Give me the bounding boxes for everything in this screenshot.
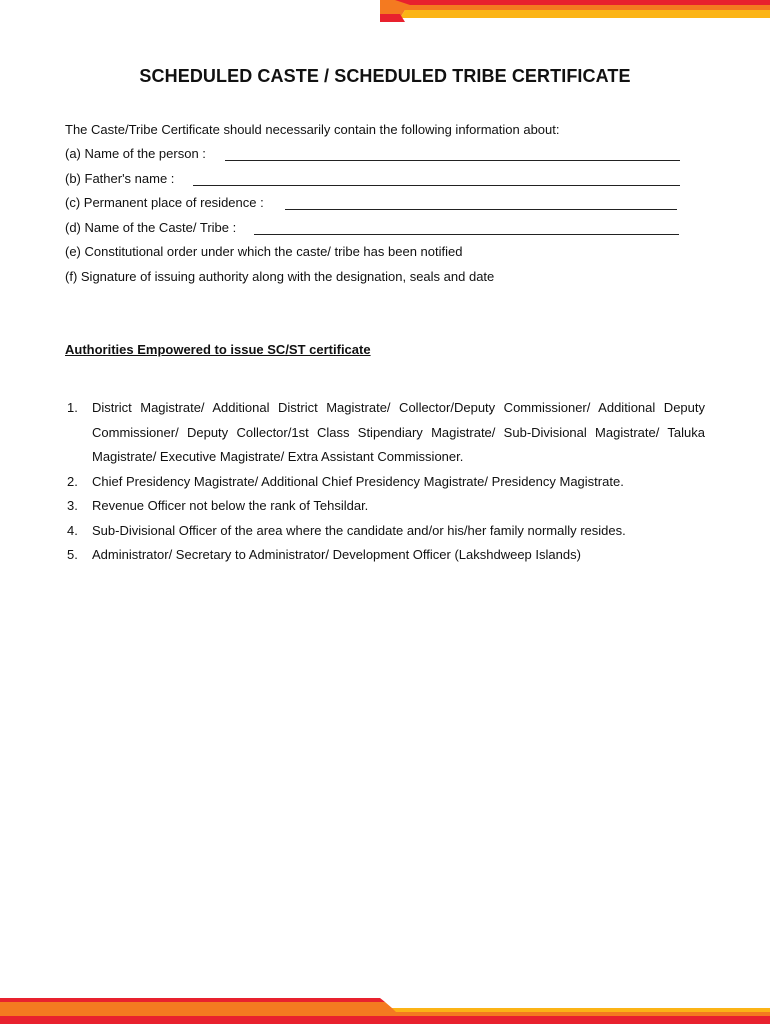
list-text: District Magistrate/ Additional District Magistrate/ Collector/Deputy Commissioner/ Additional Deputy Commissioner/ Deputy Collector/1st Class Stipendiary Magistrate/ Sub-Divisional Magistrate/ Taluka Magistrate/ Executive Magistrate/ Extra Assistant Commissioner. xyxy=(92,400,705,464)
field-father-name-blank-line[interactable] xyxy=(193,185,680,186)
field-caste-blank-line[interactable] xyxy=(254,234,679,235)
list-number: 2. xyxy=(67,474,78,489)
authority-list-item xyxy=(65,470,705,495)
list-number: 1. xyxy=(67,400,78,415)
authority-list-item xyxy=(65,494,705,519)
bottom-decorative-band xyxy=(0,998,770,1024)
list-text: Chief Presidency Magistrate/ Additional Chief Presidency Magistrate/ Presidency Magistrate. xyxy=(92,474,624,489)
field-residence-blank-line[interactable] xyxy=(285,209,677,210)
page-title: SCHEDULED CASTE / SCHEDULED TRIBE CERTIFICATE xyxy=(139,66,631,86)
field-father-name-label: (b) Father's name : xyxy=(65,171,175,186)
top-decorative-band xyxy=(0,0,770,24)
authority-list-item xyxy=(65,396,705,470)
note-constitutional-order: (e) Constitutional order under which the caste/ tribe has been notified xyxy=(65,244,463,259)
list-text: Sub-Divisional Officer of the area where the candidate and/or his/her family normally resides. xyxy=(92,523,626,538)
authority-list-item xyxy=(65,543,705,568)
note-signature: (f) Signature of issuing authority along with the designation, seals and date xyxy=(65,269,495,284)
list-number: 3. xyxy=(67,498,78,513)
field-caste-label: (d) Name of the Caste/ Tribe : xyxy=(65,220,237,235)
field-residence-label: (c) Permanent place of residence : xyxy=(65,195,264,210)
authority-list-item xyxy=(65,519,705,544)
intro-text: The Caste/Tribe Certificate should necessarily contain the following information about: xyxy=(65,122,560,137)
list-number: 5. xyxy=(67,547,78,562)
list-number: 4. xyxy=(67,523,78,538)
field-name-label: (a) Name of the person : xyxy=(65,146,206,161)
list-text: Administrator/ Secretary to Administrator/ Development Officer (Lakshdweep Islands) xyxy=(92,547,581,562)
field-name-blank-line[interactable] xyxy=(225,160,680,161)
list-text: Revenue Officer not below the rank of Tehsildar. xyxy=(92,498,369,513)
authorities-heading: Authorities Empowered to issue SC/ST certificate xyxy=(65,342,371,357)
